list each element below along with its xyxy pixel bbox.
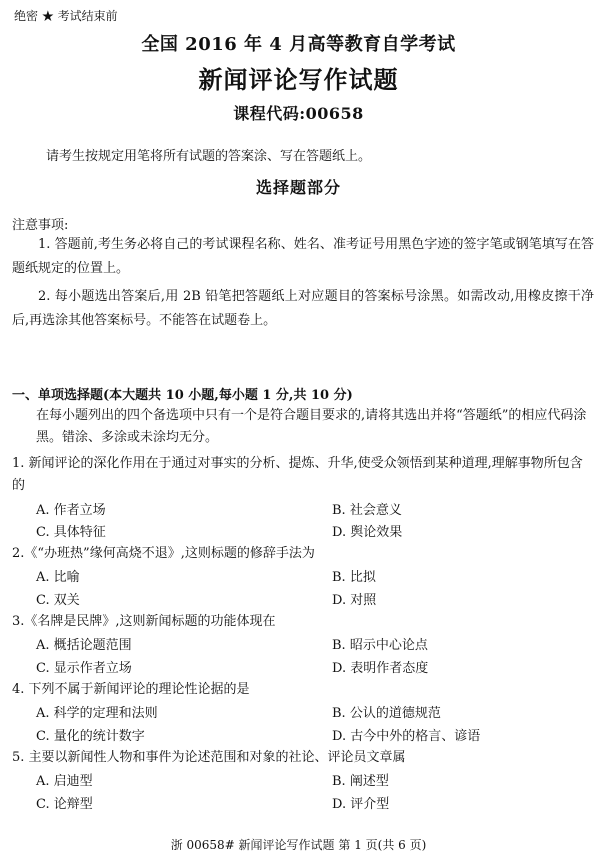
- note-item: 2. 每小题选出答案后,用 2B 铅笔把答题纸上对应题目的答案标号涂黑。如需改动,用橡皮擦干净后,再选涂其他答案标号。不能答在试题卷上。: [12, 289, 594, 328]
- course-code: 课程代码:00658: [233, 104, 364, 123]
- option-a: A. 科学的定理和法则: [36, 706, 158, 721]
- option-c: C. 双关: [36, 593, 80, 608]
- option-d: D. 古今中外的格言、谚语: [332, 729, 481, 744]
- option-c: C. 具体特征: [36, 525, 106, 540]
- option-a: A. 概括论题范围: [36, 638, 132, 653]
- note-item: 1. 答题前,考生务必将自己的考试课程名称、姓名、准考证号用黑色字迹的签字笔或钢笔填写在答题纸规定的位置上。: [12, 237, 594, 276]
- option-d: D. 舆论效果: [332, 525, 403, 540]
- part-description: 在每小题列出的四个备选项中只有一个是符合题目要求的,请将其选出并将“答题纸”的相应代码涂黑。错涂、多涂或未涂均无分。: [36, 408, 587, 445]
- option-a: A. 比喻: [36, 570, 80, 585]
- option-c: C. 量化的统计数字: [36, 729, 145, 744]
- notes-heading: 注意事项:: [12, 218, 69, 233]
- section-title: 选择题部分: [255, 178, 341, 197]
- option-c: C. 显示作者立场: [36, 661, 132, 676]
- page-footer: 浙 00658# 新闻评论写作试题 第 1 页(共 6 页): [170, 838, 427, 852]
- option-d: D. 对照: [332, 593, 377, 608]
- option-b: B. 公认的道德规范: [332, 706, 441, 721]
- option-d: D. 评介型: [332, 797, 390, 812]
- part-title: 一、单项选择题(本大题共 10 小题,每小题 1 分,共 10 分): [12, 388, 353, 403]
- option-a: A. 作者立场: [36, 503, 106, 518]
- question-text: 5. 主要以新闻性人物和事件为论述范围和对象的社论、评论员文章属: [12, 750, 406, 765]
- option-a: A. 启迪型: [36, 774, 93, 789]
- question-text: 1. 新闻评论的深化作用在于通过对事实的分析、提炼、升华,使受众领悟到某种道理,理解事物所包含的: [12, 456, 583, 493]
- answer-instruction: 请考生按规定用笔将所有试题的答案涂、写在答题纸上。: [46, 149, 372, 164]
- question-text: 2.《“办班热”缘何高烧不退》,这则标题的修辞手法为: [12, 546, 315, 561]
- exam-title: 全国 2016 年 4 月高等教育自学考试: [141, 34, 456, 55]
- option-b: B. 阐述型: [332, 774, 389, 789]
- paper-title: 新闻评论写作试题: [198, 65, 399, 94]
- option-b: B. 社会意义: [332, 503, 402, 518]
- question-text: 3.《名牌是民牌》,这则新闻标题的功能体现在: [12, 614, 276, 629]
- option-b: B. 昭示中心论点: [332, 638, 428, 653]
- option-c: C. 论辩型: [36, 797, 93, 812]
- question-text: 4. 下列不属于新闻评论的理论性论据的是: [12, 682, 250, 697]
- option-d: D. 表明作者态度: [332, 661, 429, 676]
- confidential-label: 绝密 ★ 考试结束前: [14, 9, 118, 23]
- option-b: B. 比拟: [332, 570, 376, 585]
